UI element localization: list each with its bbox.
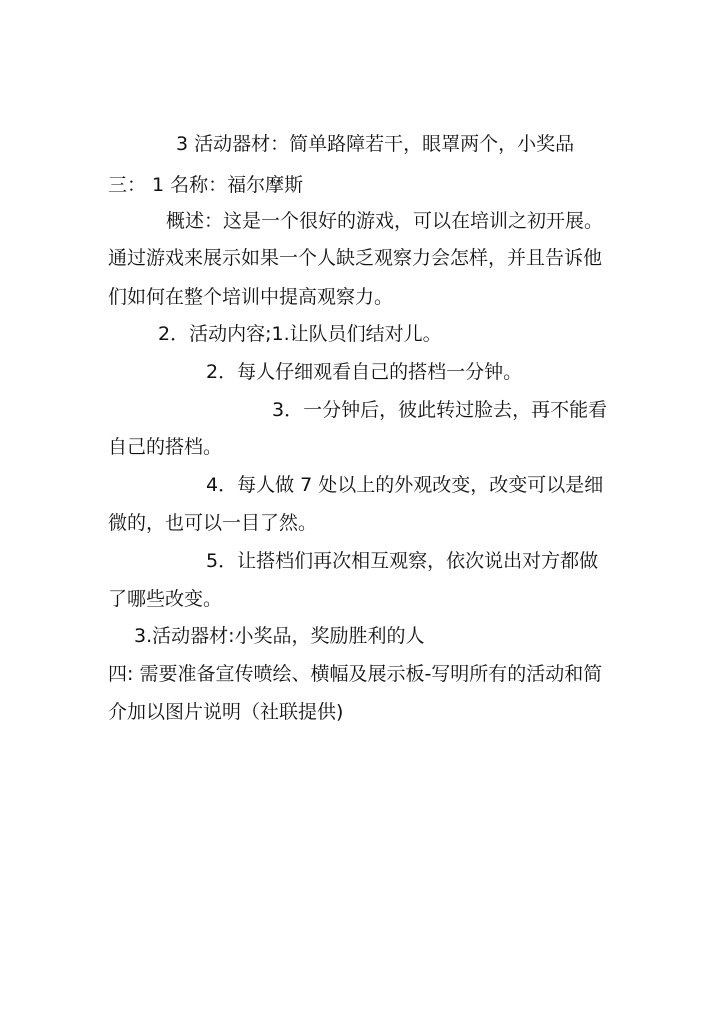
text-line: 4．每人做 7 处以上的外观改变，改变可以是细 [206,474,604,496]
text-line: 三： 1 名称：福尔摩斯 [108,174,304,196]
text-line: 微的，也可以一目了然。 [108,512,318,534]
text-line: 2．每人仔细观看自己的搭档一分钟。 [206,361,523,383]
text-line: 3．一分钟后，彼此转过脸去，再不能看 [272,399,608,421]
text-line: 自己的搭档。 [108,436,223,458]
text-line: 2．活动内容;1.让队员们结对儿。 [158,323,442,345]
text-line: 四: 需要准备宣传喷绘、横幅及展示板-写明所有的活动和简 [108,663,603,685]
text-line: 介加以图片说明（社联提供) [108,701,344,723]
text-line: 概述：这是一个很好的游戏，可以在培训之初开展。 [166,210,604,232]
text-line: 通过游戏来展示如果一个人缺乏观察力会怎样，并且告诉他 [108,247,603,269]
text-line: 们如何在整个培训中提高观察力。 [108,286,394,308]
text-line: 3.活动器材:小奖品，奖励胜利的人 [134,625,425,647]
text-line: 3 活动器材：简单路障若干，眼罩两个，小奖品 [176,133,575,155]
text-line: 了哪些改变。 [108,588,223,610]
text-line: 5．让搭档们再次相互观察，依次说出对方都做 [206,550,599,572]
